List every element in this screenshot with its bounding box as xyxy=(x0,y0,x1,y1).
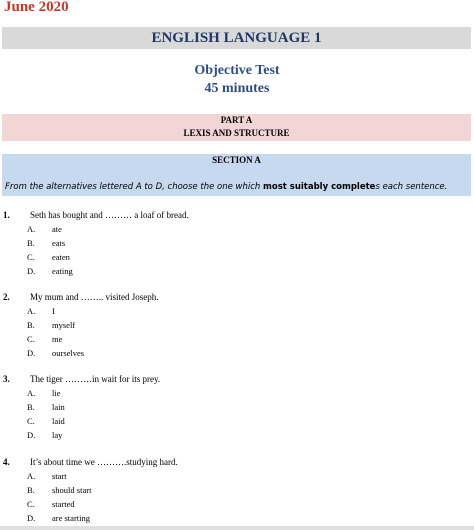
instruction-start: From the alternatives lettered A to D, choose the one which xyxy=(5,182,263,192)
subject-title: ENGLISH LANGUAGE 1 xyxy=(2,27,471,49)
option-letter: C. xyxy=(27,416,35,426)
part-name: LEXIS AND STRUCTURE xyxy=(183,128,290,138)
section-band xyxy=(2,154,471,196)
option-letter: C. xyxy=(27,252,35,262)
option-letter: D. xyxy=(27,266,36,276)
option-letter: A. xyxy=(27,388,36,398)
option-text: eating xyxy=(52,266,73,276)
option-letter: A. xyxy=(27,306,36,316)
instruction-end: s each sentence. xyxy=(375,182,448,192)
option-text: are starting xyxy=(52,513,90,523)
option-text: should start xyxy=(52,485,92,495)
option-letter: B. xyxy=(27,238,35,248)
section-title: SECTION A xyxy=(212,155,261,165)
question-text: The tiger ………in wait for its prey. xyxy=(30,374,161,384)
instruction-emphasis: most suitably complete xyxy=(263,182,376,192)
paper-duration: 45 minutes xyxy=(204,81,270,96)
option-text: eats xyxy=(52,238,66,248)
section-instruction xyxy=(5,182,447,192)
question-number: 1. xyxy=(3,210,10,220)
option-text: lie xyxy=(52,388,61,398)
option-text: I xyxy=(52,306,55,316)
option-text: ourselves xyxy=(52,348,85,358)
question-text: My mum and …….. visited Joseph. xyxy=(30,292,159,302)
question-number: 2. xyxy=(3,292,10,302)
option-text: me xyxy=(52,334,63,344)
option-text: eaten xyxy=(52,252,70,262)
exam-date: June 2020 xyxy=(4,0,69,15)
question-number: 3. xyxy=(3,374,10,384)
option-text: myself xyxy=(52,320,76,330)
option-letter: D. xyxy=(27,430,36,440)
option-text: start xyxy=(52,471,67,481)
question-text: Seth has bought and ……… a loaf of bread. xyxy=(30,210,189,220)
option-letter: A. xyxy=(27,224,36,234)
part-label: PART A xyxy=(220,115,253,125)
option-letter: B. xyxy=(27,320,35,330)
question-number: 4. xyxy=(3,457,10,467)
option-text: started xyxy=(52,499,75,509)
option-letter: D. xyxy=(27,348,36,358)
option-letter: B. xyxy=(27,402,35,412)
option-text: laid xyxy=(52,416,65,426)
option-letter: D. xyxy=(27,513,36,523)
option-letter: A. xyxy=(27,471,36,481)
option-text: ate xyxy=(52,224,62,234)
option-letter: C. xyxy=(27,499,35,509)
part-band xyxy=(2,114,471,141)
option-text: lay xyxy=(52,430,63,440)
page-bottom-rule xyxy=(0,526,474,530)
option-letter: B. xyxy=(27,485,35,495)
question-text: It’s about time we ……….studying hard. xyxy=(30,457,178,467)
option-letter: C. xyxy=(27,334,35,344)
paper-type: Objective Test xyxy=(194,63,280,78)
option-text: lain xyxy=(52,402,65,412)
